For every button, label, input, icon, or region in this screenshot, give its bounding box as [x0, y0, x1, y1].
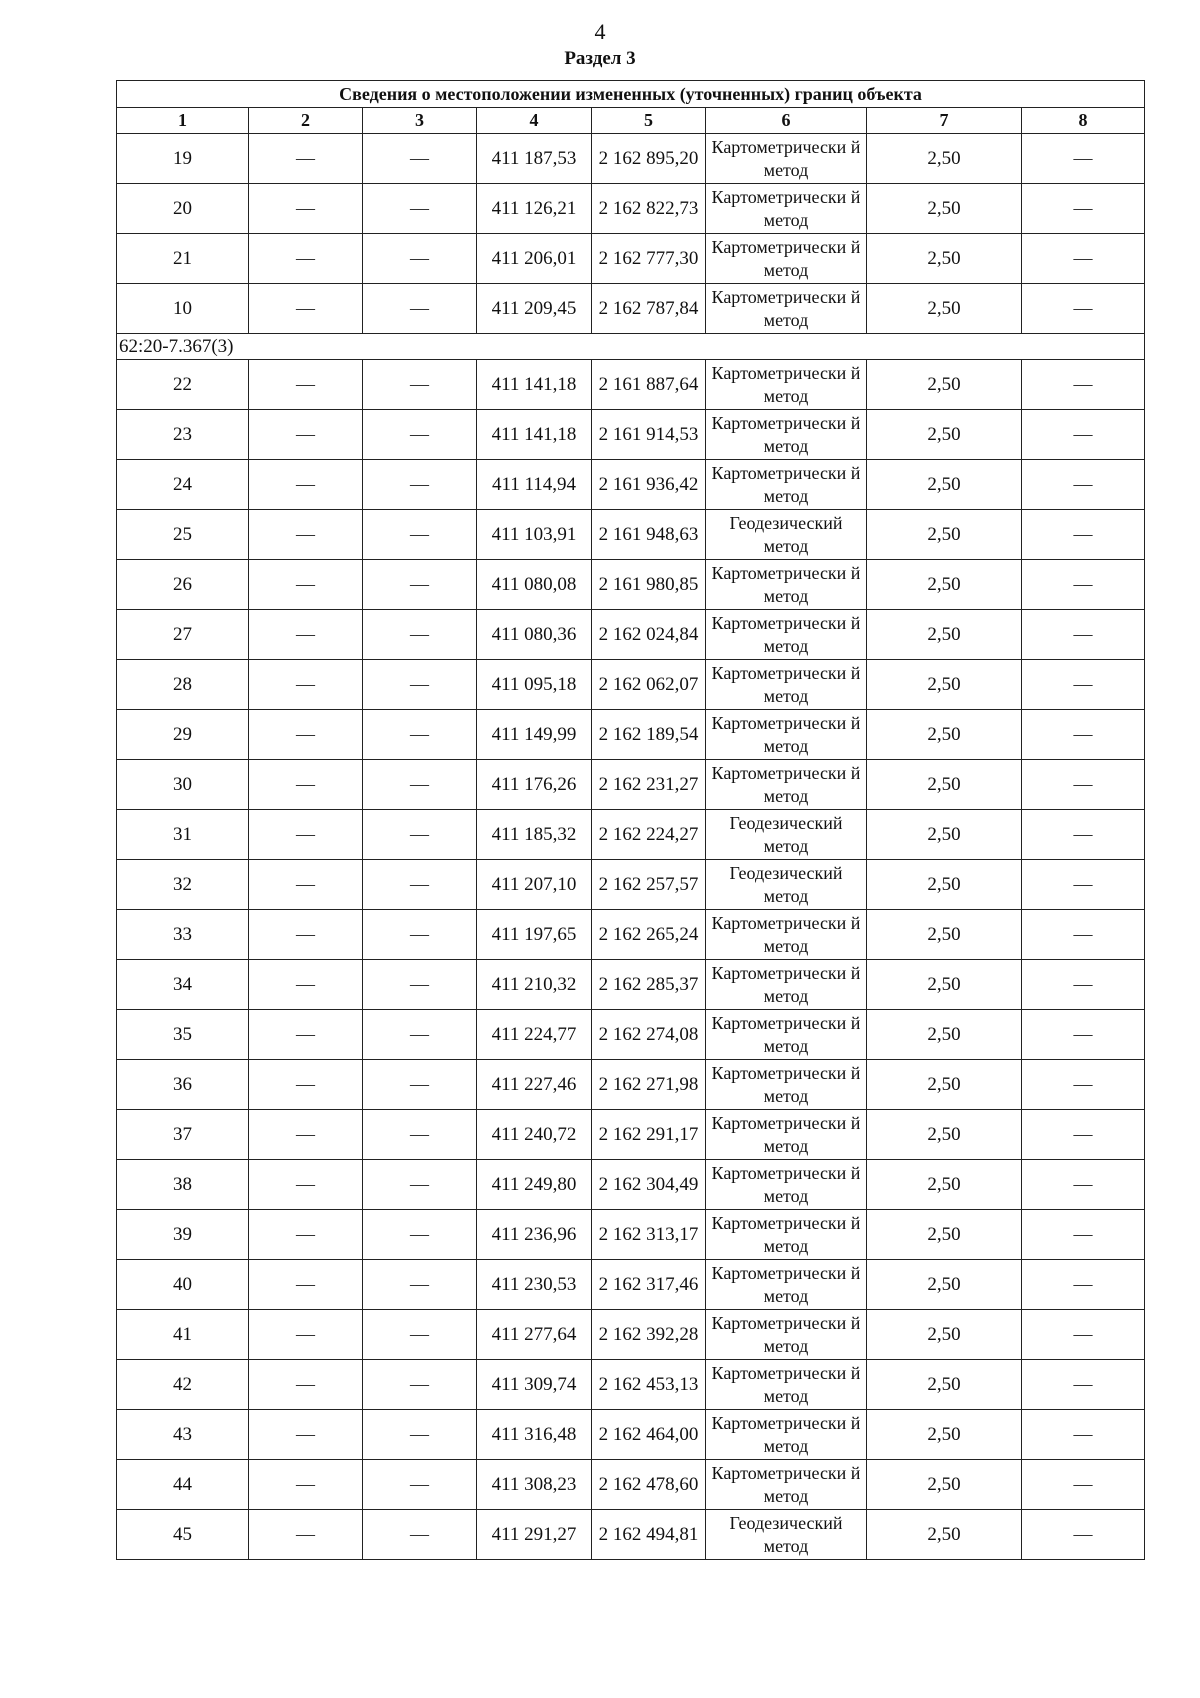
coordinate-y: 2 162 291,17 [592, 1110, 706, 1160]
table-title-row [117, 81, 1145, 108]
table-body [117, 81, 1145, 1560]
method-cell: Картометрически й метод [706, 660, 867, 710]
coordinate-y: 2 162 231,27 [592, 760, 706, 810]
column-8-value: — [1022, 710, 1145, 760]
coordinate-x: 411 095,18 [477, 660, 592, 710]
accuracy-value: 2,50 [867, 610, 1022, 660]
column-3-value: — [363, 184, 477, 234]
coordinate-y: 2 162 494,81 [592, 1510, 706, 1560]
coordinate-x: 411 209,45 [477, 284, 592, 334]
column-2-value: — [249, 1510, 363, 1560]
column-2-value: — [249, 1060, 363, 1110]
coordinate-x: 411 149,99 [477, 710, 592, 760]
column-number-row [117, 108, 1145, 134]
column-3-value: — [363, 1410, 477, 1460]
column-2-value: — [249, 460, 363, 510]
table-row [117, 284, 1145, 334]
column-number: 1 [117, 108, 249, 134]
table-row [117, 184, 1145, 234]
table-row [117, 1060, 1145, 1110]
point-number: 20 [117, 184, 249, 234]
column-8-value: — [1022, 1010, 1145, 1060]
column-number: 5 [592, 108, 706, 134]
column-8-value: — [1022, 860, 1145, 910]
coordinate-y: 2 162 265,24 [592, 910, 706, 960]
column-3-value: — [363, 910, 477, 960]
accuracy-value: 2,50 [867, 234, 1022, 284]
column-8-value: — [1022, 1210, 1145, 1260]
column-number: 2 [249, 108, 363, 134]
point-number: 45 [117, 1510, 249, 1560]
column-2-value: — [249, 1160, 363, 1210]
method-cell: Картометрически й метод [706, 560, 867, 610]
table-row [117, 234, 1145, 284]
column-8-value: — [1022, 910, 1145, 960]
column-8-value: — [1022, 1260, 1145, 1310]
point-number: 42 [117, 1360, 249, 1410]
column-2-value: — [249, 610, 363, 660]
point-number: 35 [117, 1010, 249, 1060]
coordinate-x: 411 187,53 [477, 134, 592, 184]
coordinate-y: 2 162 304,49 [592, 1160, 706, 1210]
column-number: 3 [363, 108, 477, 134]
point-number: 34 [117, 960, 249, 1010]
accuracy-value: 2,50 [867, 760, 1022, 810]
point-number: 41 [117, 1310, 249, 1360]
accuracy-value: 2,50 [867, 660, 1022, 710]
accuracy-value: 2,50 [867, 1410, 1022, 1460]
table-row [117, 1010, 1145, 1060]
column-number: 6 [706, 108, 867, 134]
table-row [117, 610, 1145, 660]
coordinate-x: 411 141,18 [477, 360, 592, 410]
point-number: 38 [117, 1160, 249, 1210]
accuracy-value: 2,50 [867, 710, 1022, 760]
coordinate-x: 411 210,32 [477, 960, 592, 1010]
group-label: 62:20-7.367(3) [117, 334, 1145, 360]
coordinate-x: 411 080,36 [477, 610, 592, 660]
column-3-value: — [363, 234, 477, 284]
column-8-value: — [1022, 660, 1145, 710]
accuracy-value: 2,50 [867, 1110, 1022, 1160]
accuracy-value: 2,50 [867, 1310, 1022, 1360]
coordinate-y: 2 162 392,28 [592, 1310, 706, 1360]
column-3-value: — [363, 1260, 477, 1310]
coordinate-x: 411 185,32 [477, 810, 592, 860]
point-number: 23 [117, 410, 249, 460]
table-row [117, 1210, 1145, 1260]
accuracy-value: 2,50 [867, 1010, 1022, 1060]
accuracy-value: 2,50 [867, 360, 1022, 410]
coordinate-y: 2 162 274,08 [592, 1010, 706, 1060]
column-3-value: — [363, 710, 477, 760]
coordinate-y: 2 162 024,84 [592, 610, 706, 660]
column-8-value: — [1022, 360, 1145, 410]
column-2-value: — [249, 660, 363, 710]
table-row [117, 860, 1145, 910]
coordinate-y: 2 162 453,13 [592, 1360, 706, 1410]
method-cell: Картометрически й метод [706, 1460, 867, 1510]
coordinate-y: 2 162 257,57 [592, 860, 706, 910]
point-number: 26 [117, 560, 249, 610]
column-8-value: — [1022, 1360, 1145, 1410]
method-cell: Картометрически й метод [706, 1210, 867, 1260]
method-cell: Геодезический метод [706, 1510, 867, 1560]
column-2-value: — [249, 1360, 363, 1410]
table-row [117, 1260, 1145, 1310]
column-8-value: — [1022, 410, 1145, 460]
column-8-value: — [1022, 1510, 1145, 1560]
column-3-value: — [363, 410, 477, 460]
column-3-value: — [363, 960, 477, 1010]
column-8-value: — [1022, 1110, 1145, 1160]
column-8-value: — [1022, 284, 1145, 334]
table-row [117, 760, 1145, 810]
coordinate-x: 411 277,64 [477, 1310, 592, 1360]
method-cell: Картометрически й метод [706, 410, 867, 460]
point-number: 22 [117, 360, 249, 410]
method-cell: Картометрически й метод [706, 1010, 867, 1060]
column-2-value: — [249, 234, 363, 284]
column-8-value: — [1022, 134, 1145, 184]
point-number: 36 [117, 1060, 249, 1110]
accuracy-value: 2,50 [867, 960, 1022, 1010]
coordinate-x: 411 236,96 [477, 1210, 592, 1260]
column-8-value: — [1022, 234, 1145, 284]
table-row [117, 810, 1145, 860]
method-cell: Геодезический метод [706, 860, 867, 910]
point-number: 31 [117, 810, 249, 860]
coordinate-x: 411 291,27 [477, 1510, 592, 1560]
point-number: 29 [117, 710, 249, 760]
column-2-value: — [249, 960, 363, 1010]
table-row [117, 660, 1145, 710]
point-number: 30 [117, 760, 249, 810]
table-row [117, 134, 1145, 184]
coordinate-x: 411 308,23 [477, 1460, 592, 1510]
accuracy-value: 2,50 [867, 910, 1022, 960]
method-cell: Картометрически й метод [706, 610, 867, 660]
column-8-value: — [1022, 760, 1145, 810]
accuracy-value: 2,50 [867, 1460, 1022, 1510]
coordinate-x: 411 176,26 [477, 760, 592, 810]
coordinate-y: 2 161 914,53 [592, 410, 706, 460]
accuracy-value: 2,50 [867, 134, 1022, 184]
accuracy-value: 2,50 [867, 284, 1022, 334]
coordinate-x: 411 316,48 [477, 1410, 592, 1460]
accuracy-value: 2,50 [867, 410, 1022, 460]
point-number: 25 [117, 510, 249, 560]
method-cell: Картометрически й метод [706, 134, 867, 184]
column-3-value: — [363, 284, 477, 334]
column-2-value: — [249, 710, 363, 760]
point-number: 32 [117, 860, 249, 910]
point-number: 39 [117, 1210, 249, 1260]
column-8-value: — [1022, 810, 1145, 860]
coordinate-y: 2 162 895,20 [592, 134, 706, 184]
coordinate-y: 2 161 887,64 [592, 360, 706, 410]
coordinate-x: 411 103,91 [477, 510, 592, 560]
coordinate-x: 411 207,10 [477, 860, 592, 910]
coordinate-x: 411 227,46 [477, 1060, 592, 1110]
column-2-value: — [249, 1010, 363, 1060]
column-8-value: — [1022, 960, 1145, 1010]
method-cell: Картометрически й метод [706, 184, 867, 234]
column-2-value: — [249, 810, 363, 860]
section-title: Раздел 3 [564, 48, 636, 69]
accuracy-value: 2,50 [867, 810, 1022, 860]
accuracy-value: 2,50 [867, 860, 1022, 910]
coordinate-y: 2 162 822,73 [592, 184, 706, 234]
column-3-value: — [363, 1060, 477, 1110]
method-cell: Геодезический метод [706, 810, 867, 860]
table-row [117, 1460, 1145, 1510]
column-2-value: — [249, 1410, 363, 1460]
column-number: 8 [1022, 108, 1145, 134]
table-row [117, 360, 1145, 410]
column-8-value: — [1022, 510, 1145, 560]
table-row [117, 1360, 1145, 1410]
accuracy-value: 2,50 [867, 1360, 1022, 1410]
coordinate-y: 2 161 948,63 [592, 510, 706, 560]
coordinate-y: 2 162 224,27 [592, 810, 706, 860]
method-cell: Картометрически й метод [706, 1060, 867, 1110]
column-2-value: — [249, 184, 363, 234]
column-8-value: — [1022, 1160, 1145, 1210]
method-cell: Картометрически й метод [706, 960, 867, 1010]
column-3-value: — [363, 510, 477, 560]
accuracy-value: 2,50 [867, 1510, 1022, 1560]
point-number: 43 [117, 1410, 249, 1460]
table-title: Сведения о местоположении измененных (уточненных) границ объекта [117, 81, 1145, 108]
table-row [117, 1310, 1145, 1360]
point-number: 33 [117, 910, 249, 960]
method-cell: Картометрически й метод [706, 1110, 867, 1160]
method-cell: Картометрически й метод [706, 1360, 867, 1410]
accuracy-value: 2,50 [867, 184, 1022, 234]
method-cell: Картометрически й метод [706, 284, 867, 334]
point-number: 24 [117, 460, 249, 510]
coordinate-y: 2 161 980,85 [592, 560, 706, 610]
column-2-value: — [249, 1460, 363, 1510]
point-number: 44 [117, 1460, 249, 1510]
column-8-value: — [1022, 1410, 1145, 1460]
coordinate-y: 2 161 936,42 [592, 460, 706, 510]
column-3-value: — [363, 1310, 477, 1360]
point-number: 28 [117, 660, 249, 710]
point-number: 19 [117, 134, 249, 184]
method-cell: Картометрически й метод [706, 760, 867, 810]
column-3-value: — [363, 810, 477, 860]
point-number: 27 [117, 610, 249, 660]
coordinate-y: 2 162 062,07 [592, 660, 706, 710]
coordinate-x: 411 114,94 [477, 460, 592, 510]
coordinate-x: 411 206,01 [477, 234, 592, 284]
coordinate-y: 2 162 317,46 [592, 1260, 706, 1310]
table-row [117, 510, 1145, 560]
method-cell: Картометрически й метод [706, 910, 867, 960]
column-2-value: — [249, 1310, 363, 1360]
coordinate-x: 411 080,08 [477, 560, 592, 610]
coordinate-x: 411 240,72 [477, 1110, 592, 1160]
column-8-value: — [1022, 1310, 1145, 1360]
accuracy-value: 2,50 [867, 1210, 1022, 1260]
column-3-value: — [363, 1160, 477, 1210]
column-8-value: — [1022, 560, 1145, 610]
table-row [117, 960, 1145, 1010]
table-row [117, 910, 1145, 960]
table-row [117, 560, 1145, 610]
accuracy-value: 2,50 [867, 560, 1022, 610]
column-number: 7 [867, 108, 1022, 134]
column-2-value: — [249, 560, 363, 610]
column-3-value: — [363, 1360, 477, 1410]
column-number: 4 [477, 108, 592, 134]
table-row [117, 1160, 1145, 1210]
column-2-value: — [249, 510, 363, 560]
method-cell: Картометрически й метод [706, 1260, 867, 1310]
coordinate-x: 411 309,74 [477, 1360, 592, 1410]
coordinate-x: 411 224,77 [477, 1010, 592, 1060]
point-number: 40 [117, 1260, 249, 1310]
table-row [117, 410, 1145, 460]
point-number: 37 [117, 1110, 249, 1160]
column-2-value: — [249, 134, 363, 184]
point-number: 10 [117, 284, 249, 334]
page-number: 4 [594, 19, 606, 44]
column-3-value: — [363, 560, 477, 610]
table-row [117, 710, 1145, 760]
column-2-value: — [249, 860, 363, 910]
method-cell: Картометрически й метод [706, 234, 867, 284]
group-row [117, 334, 1145, 360]
column-3-value: — [363, 1510, 477, 1560]
accuracy-value: 2,50 [867, 510, 1022, 560]
method-cell: Картометрически й метод [706, 1410, 867, 1460]
coordinate-y: 2 162 777,30 [592, 234, 706, 284]
method-cell: Картометрически й метод [706, 1310, 867, 1360]
coordinate-y: 2 162 464,00 [592, 1410, 706, 1460]
coordinate-y: 2 162 189,54 [592, 710, 706, 760]
coordinate-x: 411 141,18 [477, 410, 592, 460]
table-row [117, 1410, 1145, 1460]
column-2-value: — [249, 1260, 363, 1310]
column-2-value: — [249, 760, 363, 810]
accuracy-value: 2,50 [867, 1260, 1022, 1310]
accuracy-value: 2,50 [867, 1060, 1022, 1110]
column-8-value: — [1022, 1060, 1145, 1110]
coordinate-y: 2 162 313,17 [592, 1210, 706, 1260]
accuracy-value: 2,50 [867, 460, 1022, 510]
method-cell: Картометрически й метод [706, 1160, 867, 1210]
column-8-value: — [1022, 1460, 1145, 1510]
column-3-value: — [363, 1210, 477, 1260]
column-3-value: — [363, 610, 477, 660]
column-3-value: — [363, 1460, 477, 1510]
column-2-value: — [249, 284, 363, 334]
table-row [117, 460, 1145, 510]
column-3-value: — [363, 134, 477, 184]
column-3-value: — [363, 460, 477, 510]
column-2-value: — [249, 360, 363, 410]
coordinate-y: 2 162 787,84 [592, 284, 706, 334]
coordinate-y: 2 162 478,60 [592, 1460, 706, 1510]
column-8-value: — [1022, 460, 1145, 510]
table-row [117, 1510, 1145, 1560]
coordinate-y: 2 162 285,37 [592, 960, 706, 1010]
method-cell: Картометрически й метод [706, 360, 867, 410]
coordinate-x: 411 249,80 [477, 1160, 592, 1210]
column-3-value: — [363, 760, 477, 810]
coordinate-x: 411 197,65 [477, 910, 592, 960]
accuracy-value: 2,50 [867, 1160, 1022, 1210]
column-2-value: — [249, 1210, 363, 1260]
point-number: 21 [117, 234, 249, 284]
coordinate-x: 411 230,53 [477, 1260, 592, 1310]
column-2-value: — [249, 1110, 363, 1160]
column-3-value: — [363, 360, 477, 410]
column-8-value: — [1022, 610, 1145, 660]
column-3-value: — [363, 1010, 477, 1060]
column-3-value: — [363, 860, 477, 910]
column-8-value: — [1022, 184, 1145, 234]
column-2-value: — [249, 410, 363, 460]
column-3-value: — [363, 1110, 477, 1160]
table-row [117, 1110, 1145, 1160]
coordinate-x: 411 126,21 [477, 184, 592, 234]
column-2-value: — [249, 910, 363, 960]
coordinate-y: 2 162 271,98 [592, 1060, 706, 1110]
method-cell: Геодезический метод [706, 510, 867, 560]
method-cell: Картометрически й метод [706, 460, 867, 510]
column-3-value: — [363, 660, 477, 710]
method-cell: Картометрически й метод [706, 710, 867, 760]
coordinates-table [116, 80, 1145, 1560]
